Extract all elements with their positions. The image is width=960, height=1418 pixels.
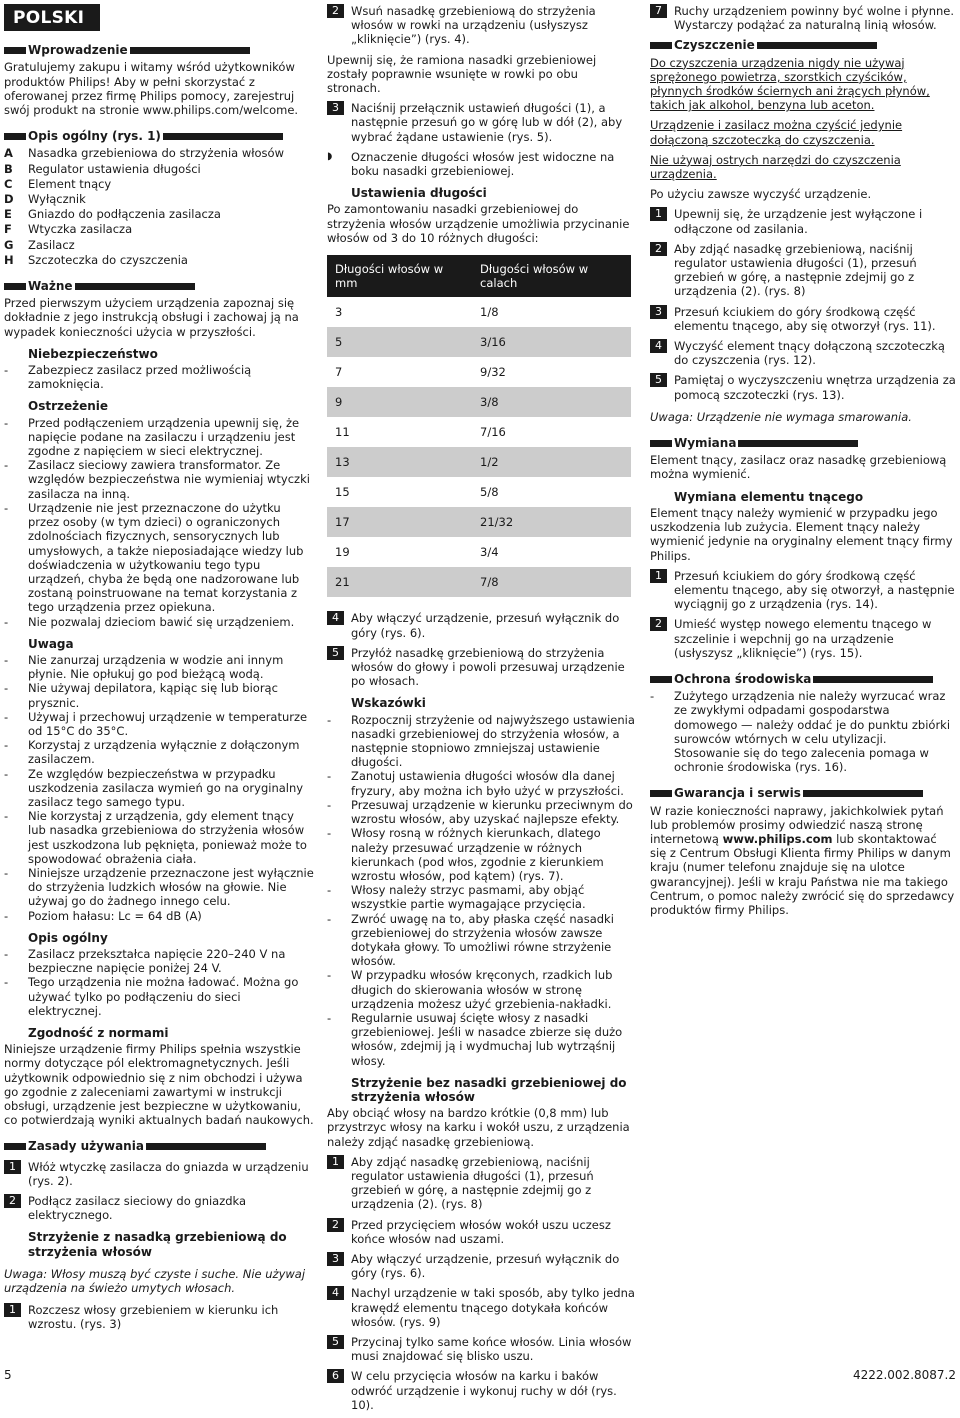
step-number: 5 xyxy=(327,646,344,660)
cleaning-warning: Nie używaj ostrych narzędzi do czyszczenia urządzenia. xyxy=(650,152,901,182)
steps xyxy=(4,1160,314,1223)
list-item: - Poziom hałasu: Lc = 64 dB (A) xyxy=(4,908,202,923)
column-1 xyxy=(4,0,314,1338)
list-item: - Ze względów bezpieczeństwa w przypadku uszkodzenia zasilacza wymień go na oryginalny zasilacz tego samego typu. xyxy=(4,766,304,809)
list-item: - Zużytego urządzenia nie należy wyrzucać wraz ze zwykłymi odpadami gospodarstwa domowego — należy oddać je do punktu zbiórki surowców wtórnych w celu utylizacji. Stosowanie się do tego zalecenia pomaga w ochronie środowiska (rys. 16). xyxy=(650,689,951,775)
part-item: A Nasadka grzebieniowa do strzyżenia włosów xyxy=(4,146,284,161)
environment-list xyxy=(650,689,956,774)
steps xyxy=(327,4,635,47)
table-row: 17 21/32 xyxy=(327,507,631,537)
part-item: D Wyłącznik xyxy=(4,192,86,207)
step-item: 5 Przycinaj tylko same końce włosów. Linia włosów musi znajdować się blisko uszu. xyxy=(327,1335,635,1363)
danger-list xyxy=(4,363,314,391)
list-item: - Nie pozwalaj dzieciom bawić się urządzeniem. xyxy=(4,614,295,629)
table-row: 13 1/2 xyxy=(327,447,631,477)
subheading: Ostrzeżenie xyxy=(28,399,109,414)
step-number: 2 xyxy=(650,242,667,256)
parts-list xyxy=(4,146,314,267)
table-row: 11 7/16 xyxy=(335,425,506,440)
table-row: 5 3/16 xyxy=(327,327,631,357)
list-item: - Zabezpiecz zasilacz przed możliwością zamoknięcia. xyxy=(4,363,252,392)
paragraph: Aby obciąć włosy na bardzo krótkie (0,8 mm) lub przystrzyc włosy na karku i wokół uszu, z urządzenia należy zdjąć nasadkę grzebieniową. xyxy=(327,1106,630,1149)
list-item: - Nie korzystaj z urządzenia, gdy element tnący lub nasadka grzebieniowa do strzyżenia włosów jest uszkodzona lub pęknięta, ponieważ może to spowodować obrażenia ciała. xyxy=(4,809,307,866)
subheading: Opis ogólny xyxy=(28,930,108,945)
table-row: 15 5/8 xyxy=(335,485,499,500)
part-item: F Wtyczka zasilacza xyxy=(4,222,133,237)
part-item: H Szczoteczka do czyszczenia xyxy=(4,252,188,267)
page-number: 5 xyxy=(4,1367,12,1382)
step-number: 1 xyxy=(4,1160,21,1174)
paragraph: Element tnący należy wymienić w przypadku jego uszkodzenia lub zużycia. Element tnący należy wymienić jedynie na oryginalny element tnący firmy Philips. xyxy=(650,505,953,563)
caution-list xyxy=(4,653,314,923)
step-number: 3 xyxy=(327,101,344,115)
step-number: 3 xyxy=(327,1252,344,1266)
step-number: 1 xyxy=(650,569,667,583)
section-heading: Zasady używania xyxy=(4,1139,314,1153)
step-number: 2 xyxy=(327,1218,344,1232)
step-number: 2 xyxy=(4,1194,21,1208)
table-header: Długości włosów w mm xyxy=(327,255,472,297)
list-item: - W przypadku włosów kręconych, rzadkich lub długich do skierowania włosów w stronę urządzenia możesz użyć grzebienia-nakładki. xyxy=(327,968,613,1011)
list-item: - Nie używaj depilatora, kąpiąc się lub biorąc prysznic. xyxy=(4,681,278,710)
section-heading: Ważne xyxy=(4,279,314,293)
language-banner: POLSKI xyxy=(4,4,100,31)
table-row: 19 3/4 xyxy=(335,545,499,560)
steps xyxy=(327,101,635,144)
step-number: 5 xyxy=(650,373,667,387)
step-number: 2 xyxy=(650,617,667,631)
note: Uwaga: Włosy muszą być czyste i suche. Nie używaj urządzenia na świeżo umytych włosach. xyxy=(4,1266,306,1296)
step-item: 2 Umieść występ nowego elementu tnącego w szczelinie i wepchnij go na urządzenie (usłyszysz „kliknięcie”) (rys. 15). xyxy=(650,617,956,660)
column-3 xyxy=(650,0,956,920)
step-item: 1 Upewnij się, że urządzenie jest wyłączone i odłączone od zasilania. xyxy=(650,207,956,235)
section-heading: Czyszczenie xyxy=(650,38,956,52)
philips-link[interactable]: www.philips.com xyxy=(722,831,833,846)
result-bullet: ◗ Oznaczenie długości włosów jest widoczne na boku nasadki grzebieniowej. xyxy=(327,149,615,179)
list-item: - Zasilacz sieciowy zawiera transformator. Ze względów bezpieczeństwa nie wymieniaj wtyczki zasilacza na inną. xyxy=(4,458,310,501)
list-item: - Zwróć uwagę na to, aby płaska część nasadki grzebieniowej do strzyżenia włosów zawsze dotykała głowy. To umożliwi równe strzyżenie włosów. xyxy=(327,911,614,969)
list-item: - Zasilacz przekształca napięcie 220–240 V na bezpieczne napięcie poniżej 24 V. xyxy=(4,946,286,976)
cleaning-warning: Do czyszczenia urządzenia nigdy nie używaj sprężonego powietrza, szorstkich czyścików, płynnych środków ściernych ani żrących płynów, takich jak alkohol, benzyna lub aceton. xyxy=(650,55,930,113)
subheading: Ustawienia długości xyxy=(351,186,487,201)
warning-list xyxy=(4,416,314,629)
steps xyxy=(4,1303,314,1331)
step-number: 3 xyxy=(650,305,667,319)
list-item: - Przed podłączeniem urządzenia upewnij się, że napięcie podane na zasilaczu i urządzeniu jest zgodne z napięciem w sieci elektrycznej. xyxy=(4,415,300,459)
step-item: 1 Przesuń kciukiem do góry środkową część elementu tnącego, aby się otworzył, a następnie wyciągnij go z urządzenia (rys. 14). xyxy=(650,569,956,612)
list-item: - Zanotuj ustawienia długości włosów dla danej fryzury, aby można ich było użyć w przyszłości. xyxy=(327,769,624,798)
section-heading: Wymiana xyxy=(650,436,956,450)
list-item: - Niniejsze urządzenie przeznaczone jest wyłącznie do strzyżenia ludzkich włosów na głowie. Nie używaj go do żadnego innego celu. xyxy=(4,865,314,909)
subheading: Zgodność z normami xyxy=(28,1026,169,1040)
subheading: Uwaga xyxy=(28,636,74,651)
step-item: 2 Wsuń nasadkę grzebieniową do strzyżenia włosów w rowki na urządzeniu (usłyszysz „kliknięcie”) (rys. 4). xyxy=(327,4,635,47)
step-item: 1 Włóż wtyczkę zasilacza do gniazda w urządzeniu (rys. 2). xyxy=(4,1160,314,1188)
steps xyxy=(327,611,635,688)
step-number: 1 xyxy=(327,1155,344,1169)
step-number: 1 xyxy=(4,1303,21,1317)
paragraph: Upewnij się, że ramiona nasadki grzebieniowej zostały poprawnie wsunięte w rowki po obu stronach. xyxy=(327,52,597,96)
step-item: 1 Rozczesz włosy grzebieniem w kierunku ich wzrostu. (rys. 3) xyxy=(4,1303,314,1331)
subheading: Strzyżenie z nasadką grzebieniową do strzyżenia włosów xyxy=(28,1230,287,1259)
step-item: 3 Aby włączyć urządzenie, przesuń wyłącznik do góry (rys. 6). xyxy=(327,1252,635,1280)
table-row: 7 9/32 xyxy=(335,365,506,380)
note: Uwaga: Urządzenie nie wymaga smarowania. xyxy=(650,409,912,424)
section-heading: Gwarancja i serwis xyxy=(650,786,956,800)
document-code: 4222.002.8087.2 xyxy=(852,1367,956,1382)
step-item: 4 Aby włączyć urządzenie, przesuń wyłącznik do góry (rys. 6). xyxy=(327,611,635,639)
paragraph: Po użyciu zawsze wyczyść urządzenie. xyxy=(650,187,872,202)
emf-text: Niniejsze urządzenie firmy Philips spełnia wszystkie normy dotyczące pól elektromagnetycznych. Jeśli użytkownik odpowiednio się z nim obchodzi i używa go zgodnie z zaleceniami zawartymi w instrukcji obsługi, urządzenie jest bezpieczne w użytkowaniu, co potwierdzają wyniki aktualnych badań naukowych. xyxy=(4,1042,314,1128)
step-item: 6 W celu przycięcia włosów na karku i baków odwróć urządzenie i wykonuj ruchy w dół (rys. 10). xyxy=(327,1369,635,1412)
step-number: 4 xyxy=(327,1286,344,1300)
list-item: - Korzystaj z urządzenia wyłącznie z dołączonym zasilaczem. xyxy=(4,738,300,767)
steps xyxy=(650,569,956,660)
warranty-text: W razie konieczności naprawy, jakichkolwiek pytań lub problemów prosimy odwiedzić naszą stronę internetową www.philips.com lub skontaktować się z Centrum Obsługi Klienta firmy Philips w danym kraju (numer telefonu znajduje się na ulotce gwarancyjnej). Jeśli w kraju Państwa nie ma takiego Centrum, o pomoc należy zwrócić się do sprzedawcy produktów firmy Philips. xyxy=(650,803,955,917)
step-item: 3 Przesuń kciukiem do góry środkową część elementu tnącego, aby się otworzył (rys. 11). xyxy=(650,305,956,333)
step-number: 1 xyxy=(650,207,667,221)
list-item: - Włosy rosną w różnych kierunkach, dlatego należy przesuwać urządzenie w różnych kierunkach (pod włos, zgodnie z kierunkiem wzrostu włosów, pod kątem) (rys. 7). xyxy=(327,826,604,883)
subheading: Strzyżenie bez nasadki grzebieniowej do strzyżenia włosów xyxy=(351,1075,627,1104)
paragraph: Po zamontowaniu nasadki grzebieniowej do strzyżenia włosów urządzenie umożliwia przycinanie włosów od 3 do 10 różnych długości: xyxy=(327,202,630,245)
table-header: Długości włosów w calach xyxy=(472,255,631,297)
tips-list xyxy=(327,713,635,1068)
step-item: 2 Aby zdjąć nasadkę grzebieniową, naciśnij regulator ustawienia długości (1), przesuń grzebień w górę, a następnie zdejmij go z urządzenia (2). (rys. 8) xyxy=(650,242,956,299)
step-number: 4 xyxy=(327,611,344,625)
steps xyxy=(650,207,956,401)
step-item: 7 Ruchy urządzeniem powinny być wolne i płynne. Wystarczy podążać za naturalną linią włosów. xyxy=(650,4,956,32)
step-item: 1 Aby zdjąć nasadkę grzebieniową, naciśnij regulator ustawienia długości (1), przesuń grzebień w górę, a następnie zdejmij go z urządzenia (2). (rys. 8) xyxy=(327,1155,635,1212)
step-number: 6 xyxy=(327,1369,344,1383)
steps xyxy=(327,1155,635,1412)
step-item: 5 Przyłóż nasadkę grzebieniową do strzyżenia włosów do głowy i powoli przesuwaj urządzenie po włosach. xyxy=(327,646,635,689)
intro-text: Gratulujemy zakupu i witamy wśród użytkowników produktów Philips! Aby w pełni skorzystać z oferowanej przez firmę Philips pomocy, zarejestruj swój produkt na stronie www.philips.com/welcome. xyxy=(4,60,299,118)
table-row: 9 3/8 xyxy=(327,387,631,417)
step-item: 3 Naciśnij przełącznik ustawień długości (1), a następnie przesuń go w górę lub w dół (2), aby wybrać żądane ustawienie (rys. 5). xyxy=(327,101,635,144)
general-list xyxy=(4,947,314,1018)
length-table xyxy=(327,255,631,597)
step-number: 2 xyxy=(327,4,344,18)
step-item: 4 Wyczyść element tnący dołączoną szczoteczką do czyszczenia (rys. 12). xyxy=(650,339,956,367)
list-item: - Rozpocznij strzyżenie od najwyższego ustawienia nasadki grzebieniowej do strzyżenia włosów, a następnie stopniowo zmniejszaj ustawienie długości. xyxy=(327,712,635,770)
step-number: 5 xyxy=(327,1335,344,1349)
step-item: 4 Nachyl urządzenie w taki sposób, aby tylko jedna krawędź elementu tnącego dotykała końców włosów. (rys. 9) xyxy=(327,1286,635,1329)
list-item: - Używaj i przechowuj urządzenie w temperaturze od 15°C do 35°C. xyxy=(4,709,308,738)
subheading: Wymiana elementu tnącego xyxy=(674,489,864,504)
step-item: 2 Przed przycięciem włosów wokół uszu uczesz końce włosów nad uszami. xyxy=(327,1218,635,1246)
table-row: 21 7/8 xyxy=(327,567,631,597)
subheading: Niebezpieczeństwo xyxy=(28,346,158,361)
list-item: - Nie zanurzaj urządzenia w wodzie ani innym płynie. Nie opłukuj go pod bieżącą wodą. xyxy=(4,652,284,682)
part-item: G Zasilacz xyxy=(4,237,75,252)
subheading: Wskazówki xyxy=(351,696,426,711)
list-item: - Tego urządzenia nie można ładować. Można go używać tylko po podłączeniu do sieci elektrycznej. xyxy=(4,975,299,1018)
section-heading: Opis ogólny (rys. 1) xyxy=(4,129,314,143)
part-item: C Element tnący xyxy=(4,176,112,191)
section-heading: Ochrona środowiska xyxy=(650,672,956,686)
paragraph: Element tnący, zasilacz oraz nasadkę grzebieniową można wymienić. xyxy=(650,453,947,482)
cleaning-warning: Urządzenie i zasilacz można czyścić jedynie dołączoną szczoteczką do czyszczenia. xyxy=(650,118,903,147)
section-heading: Wprowadzenie xyxy=(4,43,314,57)
important-text: Przed pierwszym użyciem urządzenia zapoznaj się dokładnie z jego instrukcją obsługi i zachowaj ją na wypadek konieczności użycia w przyszłości. xyxy=(4,296,299,339)
part-item: E Gniazdo do podłączenia zasilacza xyxy=(4,207,221,222)
list-item: - Włosy należy strzyc pasmami, aby objąć wszystkie partie wymagające przycięcia. xyxy=(327,883,586,912)
steps xyxy=(650,4,956,32)
table-row: 3 1/8 xyxy=(335,305,499,320)
part-item: B Regulator ustawienia długości xyxy=(4,161,201,176)
column-2 xyxy=(327,0,635,1418)
list-item: - Urządzenie nie jest przeznaczone do użytku przez osoby (w tym dzieci) o ograniczonych zdolnościach fizycznych, sensorycznych lub umysłowych, a także nieposiadające wiedzy lub doświadczenia w użytkowaniu tego typu urządzeń, chyba że będą one nadzorowane lub zostaną poinstruowane na temat korzystania z tego urządzenia przez opiekuna. xyxy=(4,500,304,615)
step-number: 7 xyxy=(650,4,667,18)
list-item: - Przesuwaj urządzenie w kierunku przeciwnym do wzrostu włosów, aby uzyskać najlepsze efekty. xyxy=(327,797,633,827)
step-item: 2 Podłącz zasilacz sieciowy do gniazdka elektrycznego. xyxy=(4,1194,314,1222)
list-item: - Regularnie usuwaj ścięte włosy z nasadki grzebieniowej. Jeśli w nasadce zbierze się dużo włosów, zdejmij ją i wydmuchaj lub wytrząśnij włosy. xyxy=(327,1010,623,1068)
step-number: 4 xyxy=(650,339,667,353)
step-item: 5 Pamiętaj o wyczyszczeniu wnętrza urządzenia za pomocą szczoteczki (rys. 13). xyxy=(650,373,956,401)
